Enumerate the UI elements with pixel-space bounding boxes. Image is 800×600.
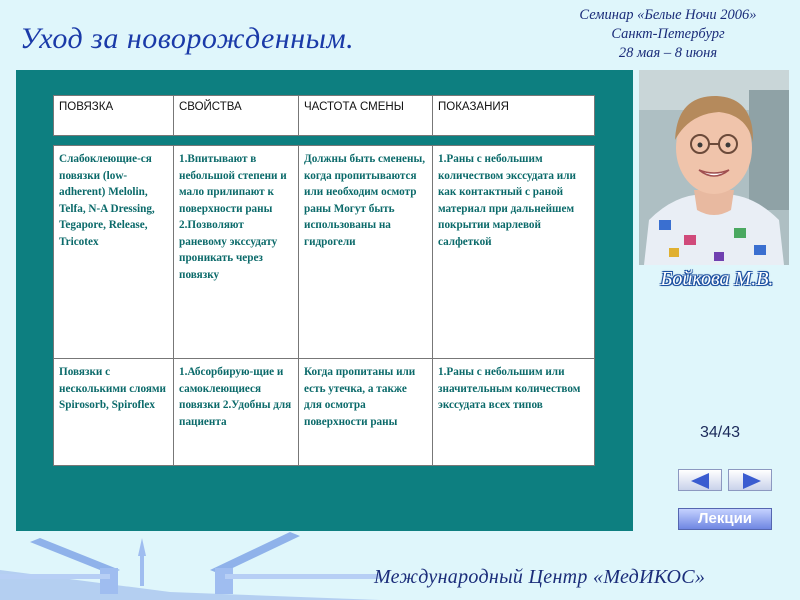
table-cell: 1.Раны с небольшим количеством экссудата или как контактный с раной материал при дальнейшем покрытии марлевой салфеткой [433, 146, 595, 359]
header-dressing: ПОВЯЗКА [54, 96, 174, 136]
author-photo [639, 70, 789, 265]
table-cell: Должны быть сменены, когда пропитываются или необходим осмотр раны Могут быть использованы на гидрогели [299, 146, 433, 359]
previous-slide-button[interactable] [678, 469, 722, 491]
arrow-left-icon [679, 470, 723, 492]
table-row [54, 359, 595, 466]
slide-title: Уход за новорожденным. [20, 22, 355, 55]
dressings-table [53, 145, 595, 466]
lectures-button[interactable]: Лекции [678, 508, 772, 530]
arrow-right-icon [729, 470, 773, 492]
table-cell: 1.Впитывают в небольшой степени и мало прилипают к поверхности раны 2.Позволяют раневому экссудату проникать через повязку [174, 146, 299, 359]
next-slide-button[interactable] [728, 469, 772, 491]
table-cell: 1.Абсорбирую-щие и самоклеющиеся повязки 2.Удобны для пациента [174, 359, 299, 466]
table-cell: 1.Раны с небольшим или значительным количеством экссудата всех типов [433, 359, 595, 466]
header-properties: СВОЙСТВА [174, 96, 299, 136]
dressings-table-header [53, 95, 595, 136]
footer-organization: Международный Центр «МедИКОС» [374, 566, 706, 588]
drawbridge-illustration [0, 530, 380, 600]
table-row [54, 146, 595, 359]
seminar-info [558, 6, 778, 63]
page-counter: 34/43 [700, 424, 741, 441]
header-indications: ПОКАЗАНИЯ [433, 96, 595, 136]
author-portrait-image [639, 70, 789, 265]
table-cell: Слабоклеющие-ся повязки (low-adherent) Melolin, Telfa, N-A Dressing, Tegapore, Release, Tricotex [54, 146, 174, 359]
seminar-name: Семинар «Белые Ночи 2006» [579, 7, 757, 23]
seminar-city: Санкт-Петербург [611, 26, 725, 42]
seminar-dates: 28 мая – 8 июня [618, 45, 718, 61]
header-change-frequency: ЧАСТОТА СМЕНЫ [299, 96, 433, 136]
table-header-row [54, 96, 595, 136]
table-cell: Когда пропитаны или есть утечка, а также для осмотра поверхности раны [299, 359, 433, 466]
table-cell: Повязки с несколькими слоями Spirosorb, Spiroflex [54, 359, 174, 466]
author-name: Бойкова М.В. [660, 268, 774, 290]
